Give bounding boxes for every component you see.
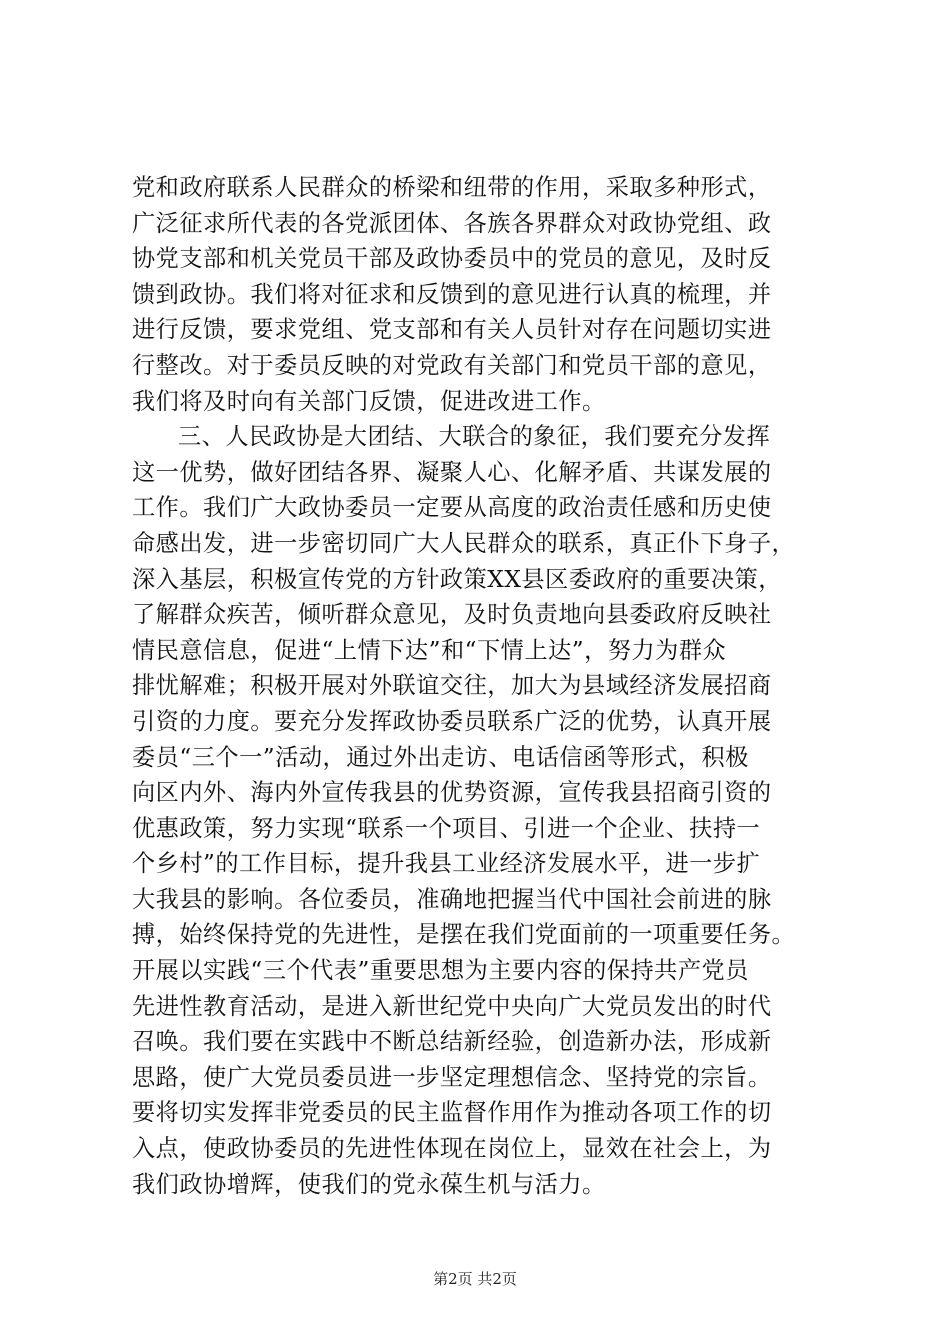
text-line: 党和政府联系人民群众的桥梁和纽带的作用，采取多种形式， bbox=[132, 174, 772, 201]
text-line: 要将切实发挥非党委员的民主监督作用作为推动各项工作的切 bbox=[132, 1099, 772, 1127]
text-line: 行整改。对于委员反映的对党政有关部门和党员干部的意见， bbox=[132, 351, 772, 379]
text-line: 向区内外、海内外宣传我县的优势资源，宣传我县招商引资的 bbox=[132, 779, 772, 807]
text-line: 馈到政协。我们将对征求和反馈到的意见进行认真的梳理，并 bbox=[132, 280, 772, 308]
text-line: 开展以实践“三个代表”重要思想为主要内容的保持共产党员 bbox=[132, 957, 749, 985]
text-line: 大我县的影响。各位委员，准确地把握当代中国社会前进的脉 bbox=[132, 885, 772, 913]
text-line: 召唤。我们要在实践中不断总结新经验，创造新办法，形成新 bbox=[132, 1028, 772, 1056]
text-line: 排忧解难；积极开展对外联谊交往，加大为县域经济发展招商 bbox=[132, 672, 772, 700]
text-line: 入点，使政协委员的先进性体现在岗位上，显效在社会上，为 bbox=[132, 1135, 772, 1163]
text-line: 引资的力度。要充分发挥政协委员联系广泛的优势，认真开展 bbox=[132, 707, 772, 735]
paragraph-start-line: 三、人民政协是大团结、大联合的象征，我们要充分发挥 bbox=[178, 423, 771, 451]
text-line: 搏，始终保持党的先进性，是摆在我们党面前的一项重要任务。 bbox=[132, 921, 796, 949]
text-line: 深入基层，积极宣传党的方针政策XX县区委政府的重要决策， bbox=[132, 565, 782, 593]
text-line: 思路，使广大党员委员进一步坚定理想信念、坚持党的宗旨。 bbox=[132, 1063, 772, 1091]
text-line: 工作。我们广大政协委员一定要从高度的政治责任感和历史使 bbox=[132, 494, 772, 522]
text-line: 委员“三个一”活动，通过外出走访、电话信函等形式，积极 bbox=[132, 743, 749, 771]
text-line: 这一优势，做好团结各界、凝聚人心、化解矛盾、共谋发展的 bbox=[132, 458, 772, 486]
text-line: 广泛征求所代表的各党派团体、各族各界群众对政协党组、政 bbox=[132, 209, 772, 237]
text-line: 我们将及时向有关部门反馈，促进改进工作。 bbox=[132, 387, 606, 415]
text-line: 情民意信息，促进“上情下达”和“下情上达”，努力为群众 bbox=[132, 636, 727, 664]
text-line: 先进性教育活动，是进入新世纪党中央向广大党员发出的时代 bbox=[132, 992, 772, 1020]
text-line: 协党支部和机关党员干部及政协委员中的党员的意见，及时反 bbox=[132, 245, 772, 273]
text-line: 进行反馈，要求党组、党支部和有关人员针对存在问题切实进 bbox=[132, 316, 772, 344]
text-line: 命感出发，进一步密切同广大人民群众的联系，真正仆下身子， bbox=[132, 529, 796, 557]
text-line: 我们政协增辉，使我们的党永葆生机与活力。 bbox=[132, 1170, 606, 1198]
text-line: 个乡村”的工作目标，提升我县工业经济发展水平，进一步扩 bbox=[132, 850, 761, 878]
body-text bbox=[132, 170, 832, 1202]
text-line: 优惠政策，努力实现“联系一个项目、引进一个企业、扶持一 bbox=[132, 814, 761, 842]
text-line: 了解群众疾苦，倾听群众意见，及时负责地向县委政府反映社 bbox=[132, 601, 772, 629]
page-number-footer: 第2页 共2页 bbox=[433, 1270, 517, 1288]
